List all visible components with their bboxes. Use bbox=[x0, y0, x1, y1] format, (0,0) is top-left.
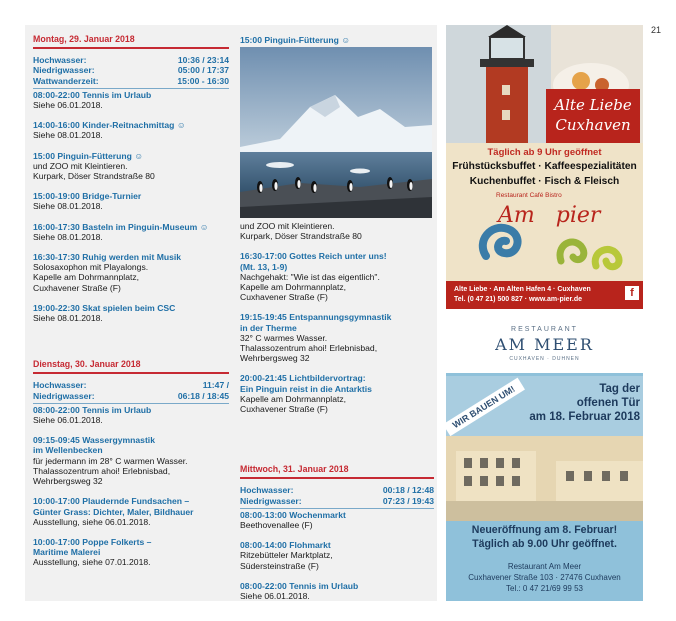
event-item bbox=[33, 222, 229, 242]
ad1-contact: Tel. (0 47 21) 500 827 · www.am-pier.de bbox=[454, 296, 583, 303]
ad1-sub: Restaurant Café Bistro bbox=[496, 192, 562, 199]
tide-value: 07:23 / 19:43 bbox=[382, 495, 434, 506]
ad2-tag-line3: am 18. Februar 2018 bbox=[529, 411, 640, 423]
ad1-script-line1: Alte Liebe bbox=[554, 96, 632, 114]
ad1-brand-am: Am bbox=[498, 203, 535, 228]
event-title: 14:00-16:00 Kinder-Reitnachmittag ☺ bbox=[33, 120, 186, 131]
event-title: 15:00 Pinguin-Fütterung ☺ bbox=[240, 35, 350, 45]
event-desc: Siehe 06.01.2018. bbox=[33, 100, 103, 111]
ad2-banner: WIR BAUEN UM! bbox=[446, 378, 525, 436]
ad1-footer bbox=[446, 281, 643, 309]
event-item bbox=[240, 251, 434, 302]
event-desc: Beethovenallee (F) bbox=[240, 520, 313, 531]
event-item bbox=[33, 191, 229, 211]
ad2-open-line1: Neueröffnung am 8. Februar! bbox=[471, 524, 618, 536]
ad2-tag-line1: Tag der bbox=[599, 383, 640, 395]
ad1-brand-pier: pier bbox=[555, 203, 601, 228]
event-desc: Siehe 06.01.2018. bbox=[240, 591, 310, 602]
ad1-script-line2: Cuxhaven bbox=[555, 116, 631, 134]
facebook-icon[interactable]: f bbox=[625, 286, 639, 300]
ad1-script-banner bbox=[546, 89, 640, 143]
event-title: 10:00-17:00 Poppe Folkerts – Maritime Malerei bbox=[33, 536, 152, 558]
ad1-address: Alte Liebe · Am Alten Hafen 4 · Cuxhaven bbox=[454, 286, 591, 293]
events-monday bbox=[33, 90, 229, 323]
ad2-restaurant: RESTAURANT bbox=[511, 326, 578, 333]
tide-table-monday bbox=[33, 55, 229, 89]
event-item bbox=[240, 510, 434, 530]
ad1-brand bbox=[498, 203, 600, 228]
event-desc: Siehe 08.01.2018. bbox=[33, 201, 103, 212]
event-item bbox=[33, 496, 229, 527]
tide-row bbox=[240, 496, 434, 506]
event-item bbox=[240, 581, 434, 601]
event-item bbox=[33, 537, 229, 568]
event-item bbox=[33, 435, 229, 486]
event-title: 19:15-19:45 Entspannungsgymnastik in der Therme bbox=[240, 312, 392, 333]
event-title: 16:00-17:30 Basteln im Pinguin-Museum ☺ bbox=[33, 221, 209, 232]
ad2-reopening bbox=[446, 523, 643, 551]
event-title: 16:30-17:00 Gottes Reich unter uns! (Mt. 13, 1-9) bbox=[240, 251, 387, 272]
event-title: 08:00-22:00 Tennis im Urlaub bbox=[240, 580, 359, 591]
event-item bbox=[240, 312, 434, 363]
tide-label: Niedrigwasser: bbox=[33, 65, 95, 76]
tide-label: Hochwasser: bbox=[33, 380, 87, 391]
tide-row bbox=[33, 76, 229, 86]
event-title: 09:15-09:45 Wassergymnastik im Wellenbecken bbox=[33, 435, 155, 456]
event-title: 15:00-19:00 Bridge-Turnier bbox=[33, 191, 142, 202]
event-title: 10:00-17:00 Plaudernde Fundsachen – Günter Grass: Dichter, Maler, Bildhauer bbox=[33, 496, 194, 517]
event-desc: Siehe 08.01.2018. bbox=[33, 130, 103, 141]
event-title: 16:30-17:30 Ruhig werden mit Musik bbox=[33, 252, 182, 263]
tide-row bbox=[33, 65, 229, 75]
day-heading-wednesday: Mittwoch, 31. Januar 2018 bbox=[240, 464, 434, 479]
ad2-header bbox=[446, 318, 643, 373]
event-item bbox=[240, 373, 434, 414]
event-desc: Ausstellung, siehe 07.01.2018. bbox=[33, 557, 151, 568]
page-number: 21 bbox=[651, 25, 662, 35]
ad2-open-line2: Täglich ab 9.00 Uhr geöffnet. bbox=[472, 538, 617, 550]
tide-row bbox=[33, 55, 229, 65]
column-1 bbox=[33, 34, 229, 578]
ad-am-meer bbox=[446, 318, 643, 601]
tide-table-wednesday bbox=[240, 485, 434, 508]
ad2-place: CUXHAVEN · DUHNEN bbox=[509, 356, 580, 362]
tide-label: Hochwasser: bbox=[240, 485, 294, 496]
day-heading-tuesday: Dienstag, 30. Januar 2018 bbox=[33, 359, 229, 374]
event-desc: 32° C warmes Wasser. Thalassozentrum ahoi! Erlebnisbad, Wehrbergsweg 32 bbox=[240, 332, 378, 364]
tide-value: 15:00 - 16:30 bbox=[177, 75, 229, 86]
ad1-line1: Frühstücksbuffet · Kaffeespezialitäten bbox=[452, 161, 637, 172]
event-desc: Nachgehakt: "Wie ist das eigentlich". Kapelle am Dohrmannplatz, Cuxhavener Straße (F) bbox=[240, 271, 380, 303]
column-2-lower bbox=[240, 221, 434, 611]
ad-am-pier bbox=[446, 25, 643, 309]
tide-value: 06:18 / 18:45 bbox=[177, 390, 229, 401]
tide-value: 00:18 / 12:48 bbox=[382, 485, 434, 496]
event-desc: Siehe 08.01.2018. bbox=[33, 231, 103, 242]
event-item bbox=[33, 151, 229, 182]
tide-row bbox=[33, 380, 229, 390]
event-item bbox=[240, 540, 434, 571]
event-desc: für jedermann im 28° C warmen Wasser. Thalassozentrum ahoi! Erlebnisbad, Wehrbergsweg 32 bbox=[33, 455, 188, 487]
tide-value: 11:47 / bbox=[202, 380, 229, 391]
ad1-line2: Kuchenbuffet · Fisch & Fleisch bbox=[469, 176, 620, 187]
events-tuesday bbox=[33, 405, 229, 568]
tide-row bbox=[33, 391, 229, 401]
event-title: 08:00-22:00 Tennis im Urlaub bbox=[33, 89, 152, 100]
events-wednesday bbox=[240, 510, 434, 601]
event-desc: und ZOO mit Kleintieren. Kurpark, Döser Strandstraße 80 bbox=[33, 160, 155, 182]
event-desc: Siehe 06.01.2018. bbox=[33, 415, 103, 426]
tide-value: 10:36 / 23:14 bbox=[177, 55, 229, 66]
tide-label: Niedrigwasser: bbox=[240, 495, 302, 506]
event-desc: Siehe 08.01.2018. bbox=[33, 313, 103, 324]
tide-table-tuesday bbox=[33, 380, 229, 403]
tide-label: Wattwanderzeit: bbox=[33, 75, 99, 86]
event-item bbox=[33, 252, 229, 293]
tide-value: 05:00 / 17:37 bbox=[177, 65, 229, 76]
day-heading-monday: Montag, 29. Januar 2018 bbox=[33, 34, 229, 49]
event-desc: Solosaxophon mit Playalongs. Kapelle am Dohrmannplatz, Cuxhavener Straße (F) bbox=[33, 262, 149, 293]
penguin-photo bbox=[240, 47, 432, 218]
event-desc: Ritzebütteler Marktplatz, Südersteinstraße (F) bbox=[240, 550, 333, 571]
column-2 bbox=[240, 35, 434, 47]
event-title: 08:00-14:00 Flohmarkt bbox=[240, 540, 331, 551]
ad2-name: AM MEER bbox=[495, 335, 594, 354]
event-title: 20:00-21:45 Lichtbildervortrag: Ein Pinguin reist in die Antarktis bbox=[240, 373, 372, 394]
ad2-tag-line2: offenen Tür bbox=[576, 397, 640, 409]
ad2-addr-line1: Restaurant Am Meer bbox=[507, 562, 582, 571]
tide-label: Hochwasser: bbox=[33, 55, 87, 66]
event-desc: Kapelle am Dohrmannplatz, Cuxhavener Straße (F) bbox=[240, 393, 347, 415]
event-item bbox=[33, 120, 229, 140]
ad2-address bbox=[446, 561, 643, 594]
ad2-phone: Tel.: 0 47 21/69 99 53 bbox=[506, 584, 583, 593]
ad2-opentag bbox=[506, 382, 640, 424]
event-title: 08:00-13:00 Wochenmarkt bbox=[240, 509, 346, 520]
event-item bbox=[33, 405, 229, 425]
event-desc: Ausstellung, siehe 06.01.2018. bbox=[33, 516, 151, 527]
tide-row bbox=[240, 485, 434, 495]
event-item bbox=[33, 90, 229, 110]
event-item bbox=[33, 303, 229, 323]
event-desc: und ZOO mit Kleintieren. Kurpark, Döser Strandstraße 80 bbox=[240, 221, 362, 242]
events-continued bbox=[240, 251, 434, 414]
event-title: 19:00-22:30 Skat spielen beim CSC bbox=[33, 302, 176, 313]
ad1-open: Täglich ab 9 Uhr geöffnet bbox=[487, 147, 602, 158]
tide-label: Niedrigwasser: bbox=[33, 390, 95, 401]
event-title: 15:00 Pinguin-Fütterung ☺ bbox=[33, 150, 143, 161]
ad2-addr-line2: Cuxhavener Straße 103 · 27476 Cuxhaven bbox=[468, 573, 621, 582]
event-title: 08:00-22:00 Tennis im Urlaub bbox=[33, 404, 152, 415]
